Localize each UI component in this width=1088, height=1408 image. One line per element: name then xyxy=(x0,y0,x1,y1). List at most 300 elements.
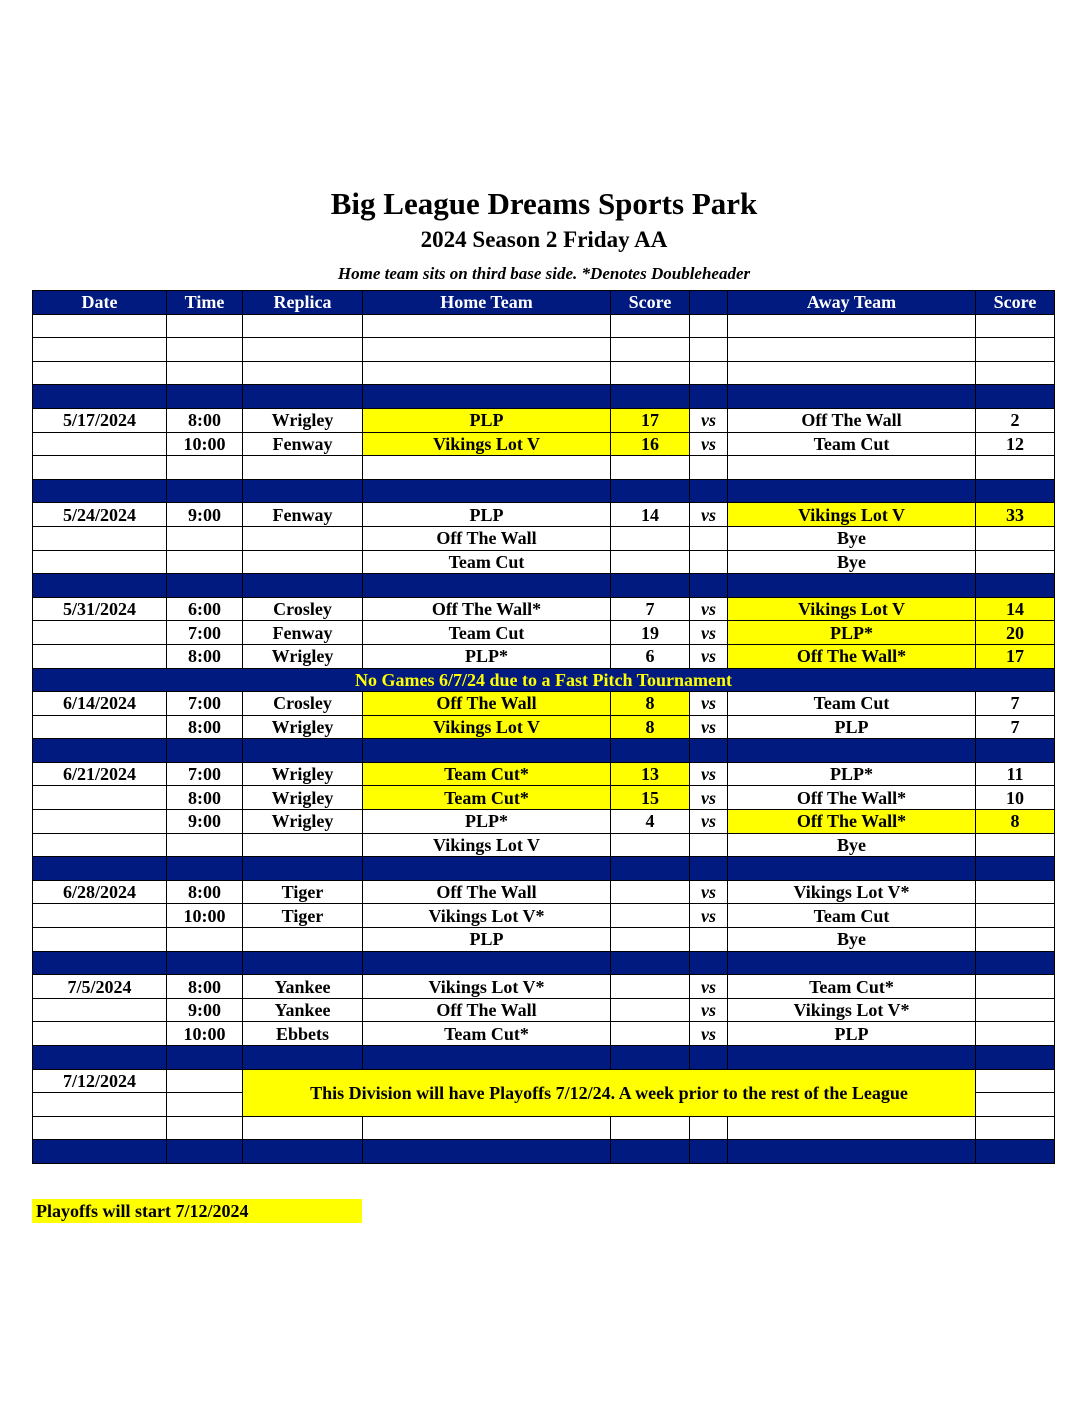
away-score-cell xyxy=(976,833,1055,857)
home-team-cell: Off The Wall* xyxy=(363,597,611,621)
away-score-cell xyxy=(976,526,1055,550)
empty-cell xyxy=(243,739,363,763)
game-row xyxy=(33,1022,1055,1046)
separator-row xyxy=(33,739,1055,763)
date-cell: 7/5/2024 xyxy=(33,975,167,999)
time-cell: 10:00 xyxy=(167,1022,243,1046)
game-row xyxy=(33,621,1055,645)
game-row xyxy=(33,432,1055,456)
vs-cell: vs xyxy=(690,692,728,716)
away-team-cell: Off The Wall* xyxy=(728,786,976,810)
empty-cell xyxy=(33,456,167,480)
away-score-cell: 7 xyxy=(976,715,1055,739)
away-team-cell: Off The Wall* xyxy=(728,644,976,668)
away-score-cell: 10 xyxy=(976,786,1055,810)
empty-cell xyxy=(976,1093,1055,1117)
away-team-cell: Vikings Lot V xyxy=(728,597,976,621)
empty-cell xyxy=(611,385,690,409)
vs-cell xyxy=(690,526,728,550)
home-team-cell: PLP xyxy=(363,503,611,527)
date-cell xyxy=(33,644,167,668)
empty-cell xyxy=(33,739,167,763)
vs-cell: vs xyxy=(690,408,728,432)
empty-cell xyxy=(363,314,611,338)
away-team-cell: Bye xyxy=(728,833,976,857)
game-row xyxy=(33,692,1055,716)
empty-cell xyxy=(976,951,1055,975)
away-score-cell: 11 xyxy=(976,762,1055,786)
away-score-cell xyxy=(976,1022,1055,1046)
empty-cell xyxy=(167,1046,243,1070)
empty-cell xyxy=(363,456,611,480)
empty-cell xyxy=(167,1116,243,1140)
vs-cell: vs xyxy=(690,975,728,999)
empty-cell xyxy=(976,574,1055,598)
empty-cell xyxy=(728,361,976,385)
empty-cell xyxy=(976,456,1055,480)
empty-cell xyxy=(167,1140,243,1164)
replica-cell: Wrigley xyxy=(243,715,363,739)
away-score-cell: 14 xyxy=(976,597,1055,621)
away-score-cell: 12 xyxy=(976,432,1055,456)
game-row xyxy=(33,880,1055,904)
empty-cell xyxy=(363,574,611,598)
empty-row xyxy=(33,314,1055,338)
separator-row xyxy=(33,857,1055,881)
vs-cell: vs xyxy=(690,762,728,786)
empty-cell xyxy=(690,1046,728,1070)
separator-row xyxy=(33,951,1055,975)
game-row xyxy=(33,928,1055,952)
date-cell xyxy=(33,810,167,834)
empty-cell xyxy=(728,739,976,763)
header-vs xyxy=(690,291,728,315)
empty-cell xyxy=(728,951,976,975)
empty-cell xyxy=(690,574,728,598)
home-score-cell: 14 xyxy=(611,503,690,527)
time-cell: 8:00 xyxy=(167,786,243,810)
empty-cell xyxy=(33,1046,167,1070)
empty-cell xyxy=(611,1140,690,1164)
away-score-cell xyxy=(976,975,1055,999)
empty-cell xyxy=(33,361,167,385)
away-score-cell: 8 xyxy=(976,810,1055,834)
date-cell xyxy=(33,550,167,574)
date-cell xyxy=(33,621,167,645)
home-team-cell: Off The Wall xyxy=(363,998,611,1022)
vs-cell: vs xyxy=(690,503,728,527)
away-score-cell xyxy=(976,550,1055,574)
home-team-cell: Team Cut* xyxy=(363,762,611,786)
vs-cell: vs xyxy=(690,998,728,1022)
empty-cell xyxy=(243,1140,363,1164)
away-team-cell: PLP xyxy=(728,715,976,739)
away-team-cell: Team Cut* xyxy=(728,975,976,999)
time-cell: 8:00 xyxy=(167,975,243,999)
away-team-cell: Team Cut xyxy=(728,432,976,456)
replica-cell xyxy=(243,550,363,574)
game-row xyxy=(33,715,1055,739)
empty-cell xyxy=(33,385,167,409)
empty-cell xyxy=(611,456,690,480)
empty-cell xyxy=(167,857,243,881)
replica-cell: Yankee xyxy=(243,998,363,1022)
away-score-cell xyxy=(976,904,1055,928)
empty-cell xyxy=(33,574,167,598)
home-score-cell xyxy=(611,975,690,999)
empty-cell xyxy=(167,574,243,598)
replica-cell: Fenway xyxy=(243,432,363,456)
vs-cell xyxy=(690,833,728,857)
replica-cell xyxy=(243,833,363,857)
home-team-cell: Team Cut xyxy=(363,621,611,645)
empty-cell xyxy=(690,385,728,409)
empty-cell xyxy=(167,1069,243,1093)
home-score-cell xyxy=(611,998,690,1022)
separator-row xyxy=(33,385,1055,409)
date-cell: 6/28/2024 xyxy=(33,880,167,904)
time-cell xyxy=(167,833,243,857)
away-score-cell xyxy=(976,928,1055,952)
empty-cell xyxy=(690,739,728,763)
empty-cell xyxy=(690,479,728,503)
time-cell: 9:00 xyxy=(167,503,243,527)
home-team-cell: Team Cut* xyxy=(363,786,611,810)
vs-cell: vs xyxy=(690,715,728,739)
home-team-cell: PLP xyxy=(363,408,611,432)
home-team-cell: Vikings Lot V* xyxy=(363,904,611,928)
playoff-row xyxy=(33,1069,1055,1093)
game-row xyxy=(33,786,1055,810)
page-subtitle: 2024 Season 2 Friday AA xyxy=(420,227,668,252)
time-cell: 8:00 xyxy=(167,644,243,668)
replica-cell: Wrigley xyxy=(243,762,363,786)
empty-cell xyxy=(167,385,243,409)
empty-cell xyxy=(243,314,363,338)
replica-cell: Wrigley xyxy=(243,786,363,810)
away-score-cell: 17 xyxy=(976,644,1055,668)
replica-cell: Fenway xyxy=(243,503,363,527)
vs-cell: vs xyxy=(690,597,728,621)
vs-cell: vs xyxy=(690,880,728,904)
date-cell: 6/21/2024 xyxy=(33,762,167,786)
home-team-cell: Off The Wall xyxy=(363,880,611,904)
home-team-cell: Team Cut xyxy=(363,550,611,574)
away-team-cell: PLP* xyxy=(728,762,976,786)
header-row xyxy=(33,291,1055,315)
empty-cell xyxy=(243,857,363,881)
empty-cell xyxy=(167,456,243,480)
date-cell: 6/14/2024 xyxy=(33,692,167,716)
date-cell xyxy=(33,904,167,928)
date-cell xyxy=(33,928,167,952)
away-team-cell: Vikings Lot V* xyxy=(728,998,976,1022)
game-row xyxy=(33,998,1055,1022)
empty-cell xyxy=(243,456,363,480)
date-cell xyxy=(33,526,167,550)
game-row xyxy=(33,762,1055,786)
replica-cell xyxy=(243,526,363,550)
empty-cell xyxy=(611,574,690,598)
date-cell xyxy=(33,786,167,810)
date-cell: 5/17/2024 xyxy=(33,408,167,432)
separator-row xyxy=(33,1140,1055,1164)
empty-cell xyxy=(690,361,728,385)
home-team-cell: Vikings Lot V* xyxy=(363,975,611,999)
empty-cell xyxy=(611,479,690,503)
vs-cell: vs xyxy=(690,432,728,456)
page-title: Big League Dreams Sports Park xyxy=(330,186,758,221)
empty-cell xyxy=(243,361,363,385)
vs-cell xyxy=(690,928,728,952)
home-score-cell xyxy=(611,880,690,904)
home-score-cell: 4 xyxy=(611,810,690,834)
away-team-cell: Bye xyxy=(728,550,976,574)
date-cell xyxy=(33,833,167,857)
no-games-note: No Games 6/7/24 due to a Fast Pitch Tournament xyxy=(33,668,1055,692)
time-cell: 6:00 xyxy=(167,597,243,621)
empty-cell xyxy=(363,385,611,409)
away-team-cell: Off The Wall* xyxy=(728,810,976,834)
empty-cell xyxy=(363,1140,611,1164)
empty-cell xyxy=(690,456,728,480)
empty-cell xyxy=(976,739,1055,763)
game-row xyxy=(33,503,1055,527)
away-team-cell: Team Cut xyxy=(728,692,976,716)
replica-cell: Wrigley xyxy=(243,408,363,432)
empty-cell xyxy=(33,951,167,975)
date-cell: 5/24/2024 xyxy=(33,503,167,527)
empty-cell xyxy=(243,338,363,362)
separator-row xyxy=(33,479,1055,503)
schedule-body xyxy=(33,314,1055,1163)
empty-cell xyxy=(33,1093,167,1117)
time-cell: 7:00 xyxy=(167,621,243,645)
date-cell: 5/31/2024 xyxy=(33,597,167,621)
empty-cell xyxy=(728,385,976,409)
away-score-cell: 7 xyxy=(976,692,1055,716)
game-row xyxy=(33,644,1055,668)
empty-cell xyxy=(363,361,611,385)
empty-cell xyxy=(363,479,611,503)
away-score-cell xyxy=(976,880,1055,904)
empty-cell xyxy=(611,739,690,763)
time-cell: 8:00 xyxy=(167,880,243,904)
game-row xyxy=(33,975,1055,999)
replica-cell: Tiger xyxy=(243,880,363,904)
vs-cell: vs xyxy=(690,644,728,668)
replica-cell: Ebbets xyxy=(243,1022,363,1046)
away-team-cell: Bye xyxy=(728,526,976,550)
empty-cell xyxy=(611,314,690,338)
empty-cell xyxy=(167,739,243,763)
time-cell xyxy=(167,550,243,574)
time-cell xyxy=(167,526,243,550)
separator-row xyxy=(33,574,1055,598)
home-team-cell: Off The Wall xyxy=(363,526,611,550)
empty-cell xyxy=(728,1140,976,1164)
empty-cell xyxy=(728,1116,976,1140)
empty-cell xyxy=(976,1140,1055,1164)
replica-cell: Tiger xyxy=(243,904,363,928)
empty-cell xyxy=(690,1140,728,1164)
date-cell xyxy=(33,432,167,456)
empty-cell xyxy=(690,951,728,975)
empty-cell xyxy=(33,857,167,881)
header-home-score: Score xyxy=(611,291,690,315)
empty-cell xyxy=(611,1046,690,1070)
empty-cell xyxy=(976,1069,1055,1093)
vs-cell: vs xyxy=(690,621,728,645)
home-score-cell: 8 xyxy=(611,715,690,739)
empty-cell xyxy=(728,479,976,503)
replica-cell: Crosley xyxy=(243,692,363,716)
empty-cell xyxy=(33,338,167,362)
home-score-cell xyxy=(611,550,690,574)
date-cell xyxy=(33,1022,167,1046)
playoff-note: This Division will have Playoffs 7/12/24. A week prior to the rest of the League xyxy=(243,1069,976,1116)
away-score-cell xyxy=(976,998,1055,1022)
empty-cell xyxy=(690,338,728,362)
header-replica: Replica xyxy=(243,291,363,315)
vs-cell xyxy=(690,550,728,574)
home-score-cell xyxy=(611,833,690,857)
replica-cell: Wrigley xyxy=(243,810,363,834)
home-score-cell: 16 xyxy=(611,432,690,456)
playoff-date-cell: 7/12/2024 xyxy=(33,1069,167,1093)
home-score-cell: 7 xyxy=(611,597,690,621)
game-row xyxy=(33,550,1055,574)
no-games-row xyxy=(33,668,1055,692)
empty-cell xyxy=(690,857,728,881)
away-team-cell: Vikings Lot V* xyxy=(728,880,976,904)
empty-cell xyxy=(728,574,976,598)
empty-cell xyxy=(167,479,243,503)
empty-cell xyxy=(976,479,1055,503)
time-cell: 7:00 xyxy=(167,762,243,786)
empty-row xyxy=(33,1116,1055,1140)
home-score-cell: 17 xyxy=(611,408,690,432)
empty-cell xyxy=(611,1116,690,1140)
home-score-cell xyxy=(611,1022,690,1046)
home-score-cell xyxy=(611,904,690,928)
game-row xyxy=(33,833,1055,857)
date-cell xyxy=(33,715,167,739)
empty-cell xyxy=(976,1116,1055,1140)
empty-cell xyxy=(976,385,1055,409)
empty-cell xyxy=(363,338,611,362)
empty-cell xyxy=(611,361,690,385)
replica-cell: Crosley xyxy=(243,597,363,621)
game-row xyxy=(33,810,1055,834)
empty-cell xyxy=(690,314,728,338)
empty-cell xyxy=(728,314,976,338)
game-row xyxy=(33,597,1055,621)
empty-cell xyxy=(167,314,243,338)
empty-cell xyxy=(611,857,690,881)
away-score-cell: 2 xyxy=(976,408,1055,432)
home-team-cell: Vikings Lot V xyxy=(363,432,611,456)
empty-cell xyxy=(728,1046,976,1070)
empty-row xyxy=(33,338,1055,362)
home-score-cell: 6 xyxy=(611,644,690,668)
time-cell: 9:00 xyxy=(167,998,243,1022)
empty-cell xyxy=(243,479,363,503)
date-cell xyxy=(33,998,167,1022)
empty-cell xyxy=(363,739,611,763)
empty-cell xyxy=(976,857,1055,881)
empty-cell xyxy=(976,314,1055,338)
home-score-cell: 15 xyxy=(611,786,690,810)
home-team-cell: Vikings Lot V xyxy=(363,833,611,857)
playoffs-footer: Playoffs will start 7/12/2024 xyxy=(32,1199,362,1223)
away-team-cell: Off The Wall xyxy=(728,408,976,432)
empty-cell xyxy=(976,361,1055,385)
empty-cell xyxy=(363,951,611,975)
vs-cell: vs xyxy=(690,786,728,810)
separator-row xyxy=(33,1046,1055,1070)
time-cell: 10:00 xyxy=(167,432,243,456)
time-cell: 7:00 xyxy=(167,692,243,716)
empty-cell xyxy=(976,338,1055,362)
replica-cell xyxy=(243,928,363,952)
empty-cell xyxy=(728,456,976,480)
empty-cell xyxy=(243,1046,363,1070)
empty-cell xyxy=(363,1116,611,1140)
empty-cell xyxy=(611,951,690,975)
home-team-cell: Off The Wall xyxy=(363,692,611,716)
home-score-cell xyxy=(611,526,690,550)
empty-cell xyxy=(243,951,363,975)
empty-cell xyxy=(167,1093,243,1117)
empty-row xyxy=(33,456,1055,480)
header-time: Time xyxy=(167,291,243,315)
page-note: Home team sits on third base side. *Denotes Doubleheader xyxy=(337,264,751,283)
home-team-cell: PLP* xyxy=(363,644,611,668)
empty-cell xyxy=(33,479,167,503)
replica-cell: Wrigley xyxy=(243,644,363,668)
empty-cell xyxy=(363,1046,611,1070)
home-team-cell: PLP xyxy=(363,928,611,952)
schedule-table xyxy=(32,290,1055,1164)
away-team-cell: Team Cut xyxy=(728,904,976,928)
vs-cell: vs xyxy=(690,1022,728,1046)
empty-cell xyxy=(611,338,690,362)
game-row xyxy=(33,904,1055,928)
empty-cell xyxy=(728,338,976,362)
empty-row xyxy=(33,361,1055,385)
away-team-cell: Vikings Lot V xyxy=(728,503,976,527)
header-away-team: Away Team xyxy=(728,291,976,315)
empty-cell xyxy=(243,1116,363,1140)
empty-cell xyxy=(33,1116,167,1140)
game-row xyxy=(33,526,1055,550)
header-date: Date xyxy=(33,291,167,315)
home-team-cell: Team Cut* xyxy=(363,1022,611,1046)
home-score-cell: 19 xyxy=(611,621,690,645)
empty-cell xyxy=(363,857,611,881)
away-team-cell: Bye xyxy=(728,928,976,952)
time-cell: 10:00 xyxy=(167,904,243,928)
header-away-score: Score xyxy=(976,291,1055,315)
replica-cell: Yankee xyxy=(243,975,363,999)
home-score-cell: 13 xyxy=(611,762,690,786)
empty-cell xyxy=(167,951,243,975)
home-score-cell: 8 xyxy=(611,692,690,716)
time-cell: 9:00 xyxy=(167,810,243,834)
empty-cell xyxy=(167,361,243,385)
away-team-cell: PLP* xyxy=(728,621,976,645)
